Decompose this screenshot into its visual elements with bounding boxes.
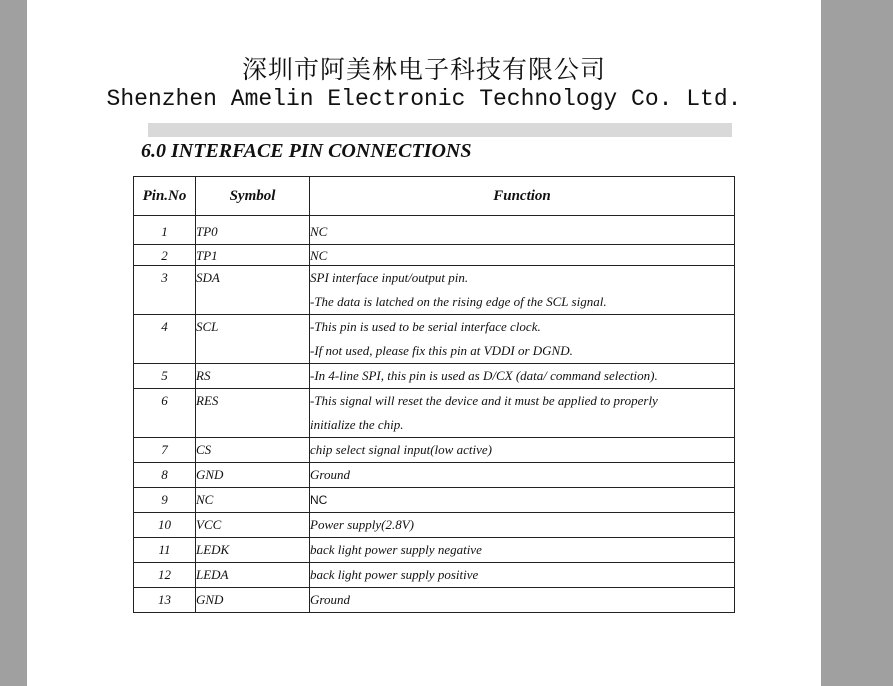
pin-number: 5 xyxy=(161,368,168,383)
pin-function: -In 4-line SPI, this pin is used as D/CX (data/ command selection). xyxy=(310,368,658,383)
table-row xyxy=(134,266,735,315)
pin-number: 3 xyxy=(161,270,168,285)
pin-number: 9 xyxy=(161,492,168,507)
table-header-row xyxy=(134,177,735,216)
table-row xyxy=(134,389,735,438)
company-name-english: Shenzhen Amelin Electronic Technology Co. Ltd. xyxy=(106,86,742,112)
pin-function: Power supply(2.8V) xyxy=(310,517,414,532)
pin-symbol: GND xyxy=(196,467,224,482)
pin-symbol: CS xyxy=(196,442,212,457)
pin-number: 7 xyxy=(161,442,168,457)
pin-function: NC xyxy=(310,224,328,239)
section-title: 6.0 INTERFACE PIN CONNECTIONS xyxy=(141,140,472,162)
pin-symbol: SCL xyxy=(196,319,219,334)
pin-function: back light power supply positive xyxy=(310,567,479,582)
table-row xyxy=(134,488,735,513)
pin-number: 11 xyxy=(158,542,171,557)
table-row xyxy=(134,245,735,266)
pin-number: 4 xyxy=(161,319,168,334)
pin-function: chip select signal input(low active) xyxy=(310,442,492,457)
pin-symbol: RS xyxy=(196,368,211,383)
pin-symbol: LEDA xyxy=(196,567,229,582)
pin-symbol: TP1 xyxy=(196,248,218,263)
table-row xyxy=(134,364,735,389)
pin-symbol: SDA xyxy=(196,270,220,285)
table-row xyxy=(134,463,735,488)
header-divider xyxy=(148,123,732,137)
pin-number: 10 xyxy=(158,517,171,532)
pin-function: NC xyxy=(310,493,328,507)
pin-function: -This pin is used to be serial interface clock. xyxy=(310,319,541,334)
document-page xyxy=(27,0,821,686)
pin-function: -This signal will reset the device and it must be applied to properly xyxy=(310,393,658,408)
table-row xyxy=(134,315,735,364)
table-row xyxy=(134,438,735,463)
table-row xyxy=(134,538,735,563)
table-row xyxy=(134,588,735,613)
pin-function: -If not used, please fix this pin at VDDI or DGND. xyxy=(310,343,573,358)
pin-connection-table xyxy=(133,176,735,613)
column-header-pin-no: Pin.No xyxy=(134,177,196,216)
pin-function: back light power supply negative xyxy=(310,542,482,557)
pin-symbol: TP0 xyxy=(196,224,218,239)
pin-number: 12 xyxy=(158,567,171,582)
pin-function: SPI interface input/output pin. xyxy=(310,270,469,285)
pin-number: 1 xyxy=(161,224,168,239)
pin-symbol: LEDK xyxy=(196,542,230,557)
pin-symbol: GND xyxy=(196,592,224,607)
table-row xyxy=(134,563,735,588)
company-name-chinese: 深圳市阿美林电子科技有限公司 xyxy=(241,55,606,84)
pin-function: initialize the chip. xyxy=(310,417,404,432)
column-header-symbol: Symbol xyxy=(196,177,310,216)
pin-number: 8 xyxy=(161,467,168,482)
pin-symbol: RES xyxy=(196,393,219,408)
pin-number: 2 xyxy=(161,248,168,263)
table-row xyxy=(134,216,735,245)
pin-function: NC xyxy=(310,248,328,263)
pin-symbol: VCC xyxy=(196,517,222,532)
pin-symbol: NC xyxy=(196,492,214,507)
pin-function: Ground xyxy=(310,592,350,607)
pin-function: -The data is latched on the rising edge of the SCL signal. xyxy=(310,294,607,309)
pin-number: 13 xyxy=(158,592,171,607)
pin-number: 6 xyxy=(161,393,168,408)
table-row xyxy=(134,513,735,538)
column-header-function: Function xyxy=(310,177,735,216)
pin-function: Ground xyxy=(310,467,350,482)
